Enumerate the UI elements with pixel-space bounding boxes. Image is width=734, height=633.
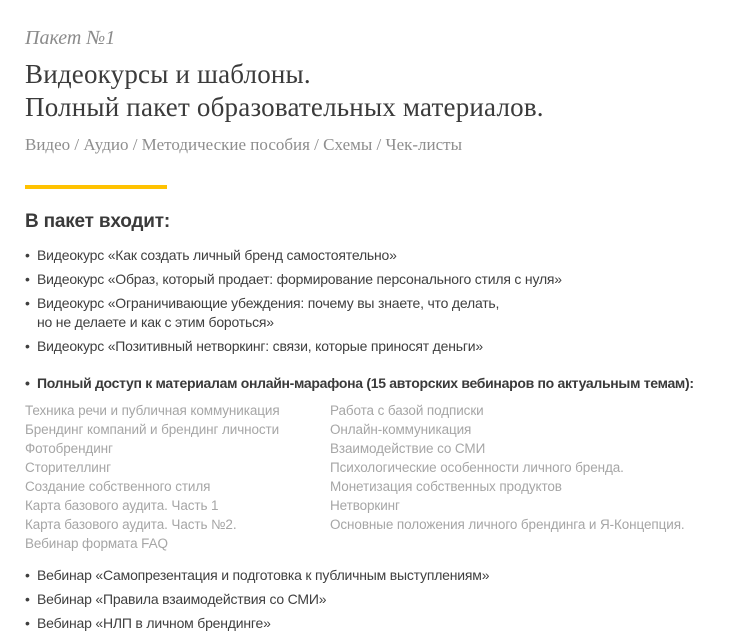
topic-item: Психологические особенности личного бренда.: [330, 460, 624, 475]
topic-item: Фотобрендинг: [25, 441, 113, 456]
bullet-marker: •: [25, 247, 30, 263]
bullet-marker: •: [25, 615, 30, 631]
page-title-line-1: Видеокурсы и шаблоны.: [25, 59, 311, 89]
marathon-topics-left-column: [25, 401, 330, 553]
topic-item: Техника речи и публичная коммуникация: [25, 403, 280, 418]
list-item-text: [37, 246, 397, 265]
bullet-marker: •: [25, 591, 30, 607]
package-number-label: Пакет №1: [25, 27, 116, 49]
list-item-line: Видеокурс «Как создать личный бренд самостоятельно»: [37, 247, 397, 263]
list-item-text: [37, 270, 562, 289]
bullet-marker: •: [25, 567, 30, 583]
topic-item: Вебинар формата FAQ: [25, 536, 168, 551]
topic-item: Брендинг компаний и брендинг личности: [25, 422, 280, 437]
marathon-heading: [25, 374, 714, 393]
topic-item: Карта базового аудита. Часть №2.: [25, 517, 237, 532]
list-item-text: [37, 614, 271, 633]
list-item: [25, 270, 714, 289]
topic-item: Сторителлинг: [25, 460, 111, 475]
bullet-marker: •: [25, 375, 30, 391]
topic-item: Основные положения личного брендинга и Я-Концепция.: [330, 517, 685, 532]
formats-subtitle: Видео / Аудио / Методические пособия / Схемы / Чек-листы: [25, 135, 463, 154]
list-item: [25, 566, 714, 585]
list-item: [25, 294, 714, 332]
list-item-text: [37, 294, 499, 332]
list-item-text: [37, 590, 326, 609]
topic-item: Онлайн-коммуникация: [330, 422, 472, 437]
bullet-marker: •: [25, 338, 30, 354]
list-item-line: но не делаете и как с этим бороться»: [37, 314, 274, 330]
section-heading: В пакет входит:: [25, 211, 170, 232]
accent-divider: [25, 185, 167, 189]
list-item: [25, 337, 714, 356]
topic-item: Создание собственного стиля: [25, 479, 211, 494]
topic-item: Карта базового аудита. Часть 1: [25, 498, 219, 513]
list-item-line: Видеокурс «Позитивный нетворкинг: связи, которые приносят деньги»: [37, 338, 483, 354]
bullet-marker: •: [25, 295, 30, 311]
list-item-text: [37, 337, 483, 356]
marathon-topics-right-column: [330, 401, 714, 553]
list-item: [25, 614, 714, 633]
list-item-line: Вебинар «Самопрезентация и подготовка к публичным выступлениям»: [37, 567, 490, 583]
topic-item: Работа с базой подписки: [330, 403, 484, 418]
list-item-line: Вебинар «Правила взаимодействия со СМИ»: [37, 591, 327, 607]
list-item-line: Видеокурс «Ограничивающие убеждения: почему вы знаете, что делать,: [37, 295, 500, 311]
topic-item: Нетворкинг: [330, 498, 400, 513]
list-item-text: [37, 566, 489, 585]
marathon-heading-text: Полный доступ к материалам онлайн-марафона (15 авторских вебинаров по актуальным темам):: [37, 375, 694, 391]
bullet-marker: •: [25, 271, 30, 287]
page-title: [25, 58, 714, 124]
included-items-list: [25, 246, 714, 356]
topic-item: Монетизация собственных продуктов: [330, 479, 562, 494]
page-title-line-2: Полный пакет образовательных материалов.: [25, 92, 544, 122]
webinars-list: [25, 566, 714, 633]
list-item: [25, 246, 714, 265]
list-item-line: Видеокурс «Образ, который продает: формирование персонального стиля с нуля»: [37, 271, 562, 287]
list-item: [25, 590, 714, 609]
marathon-topics-columns: [25, 401, 714, 553]
topic-item: Взаимодействие со СМИ: [330, 441, 486, 456]
list-item-line: Вебинар «НЛП в личном брендинге»: [37, 615, 271, 631]
